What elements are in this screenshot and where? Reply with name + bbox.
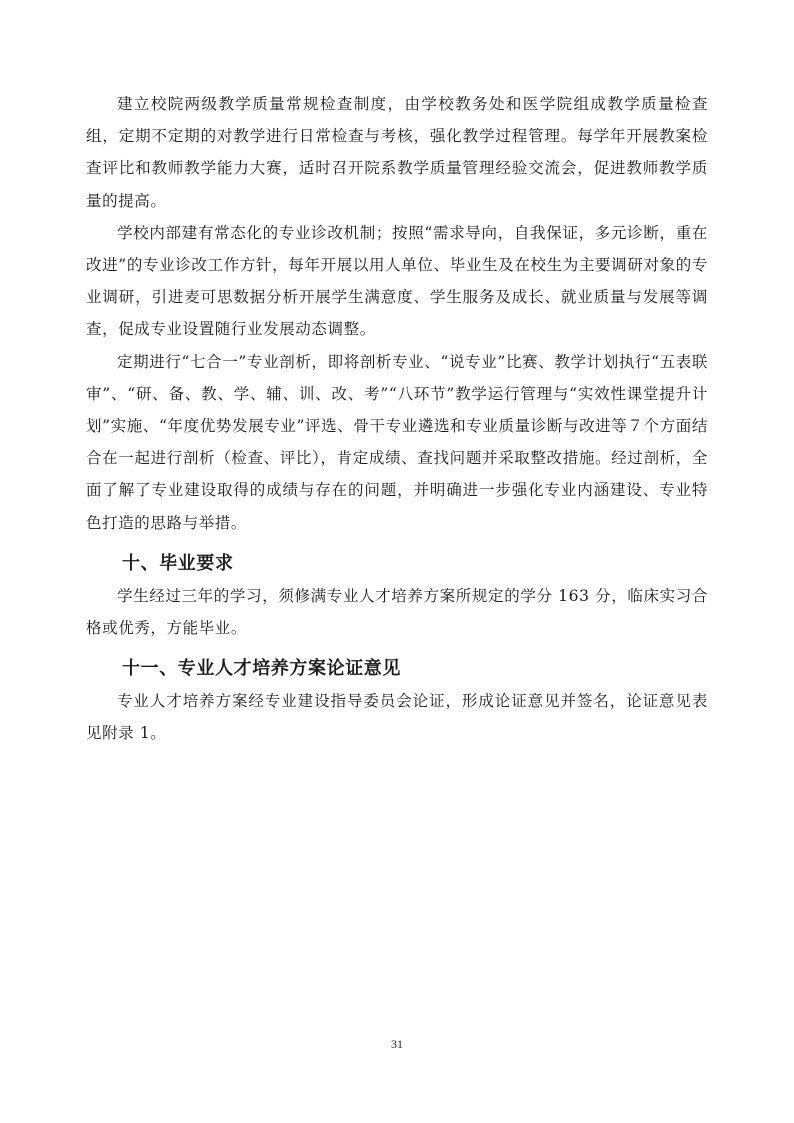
paragraph-program-analysis: 定期进行“七合一”专业剖析，即将剖析专业、“说专业”比赛、教学计划执行“五表联审”、“研、备、教、学、辅、训、改、考”“八环节”教学运行管理与“实效性课堂提升计划”实施、“年度优势发展专业”评选、骨干专业遴选和专业质量诊断与改进等７个方面结合在一起进行剖析（检查、评比），肯定成绩、查找问题并采取整改措施。经过剖析，全面了解了专业建设取得的成绩与存在的问题，并明确进一步强化专业内涵建设、专业特色打造的思路与举措。	[86, 352, 708, 532]
paragraph-quality-inspection: 建立校院两级教学质量常规检查制度，由学校教务处和医学院组成教学质量检查组，定期不定期的对教学进行日常检查与考核，强化教学过程管理。每学年开展教案检查评比和教师教学能力大赛，适时召开院系教学质量管理经验交流会，促进教师教学质量的提高。	[86, 95, 708, 210]
section-heading-graduation-requirements: 十、毕业要求	[122, 552, 234, 574]
document-body	[86, 88, 708, 750]
section-heading-program-review: 十一、专业人才培养方案论证意见	[122, 658, 401, 680]
paragraph-diagnosis-mechanism: 学校内部建有常态化的专业诊改机制；按照“需求导向，自我保证，多元诊断，重在改进”的专业诊改工作方针，每年开展以用人单位、毕业生及在校生为主要调研对象的专业调研，引进麦可思数据分析开展学生满意度、学生服务及成长、就业质量与发展等调查，促成专业设置随行业发展动态调整。	[86, 223, 708, 339]
page-number: 31	[391, 1037, 403, 1051]
paragraph-graduation-requirements: 学生经过三年的学习，须修满专业人才培养方案所规定的学分 163 分，临床实习合格或优秀，方能毕业。	[86, 586, 708, 638]
paragraph-program-review: 专业人才培养方案经专业建设指导委员会论证，形成论证意见并签名，论证意见表见附录 1。	[86, 692, 708, 743]
